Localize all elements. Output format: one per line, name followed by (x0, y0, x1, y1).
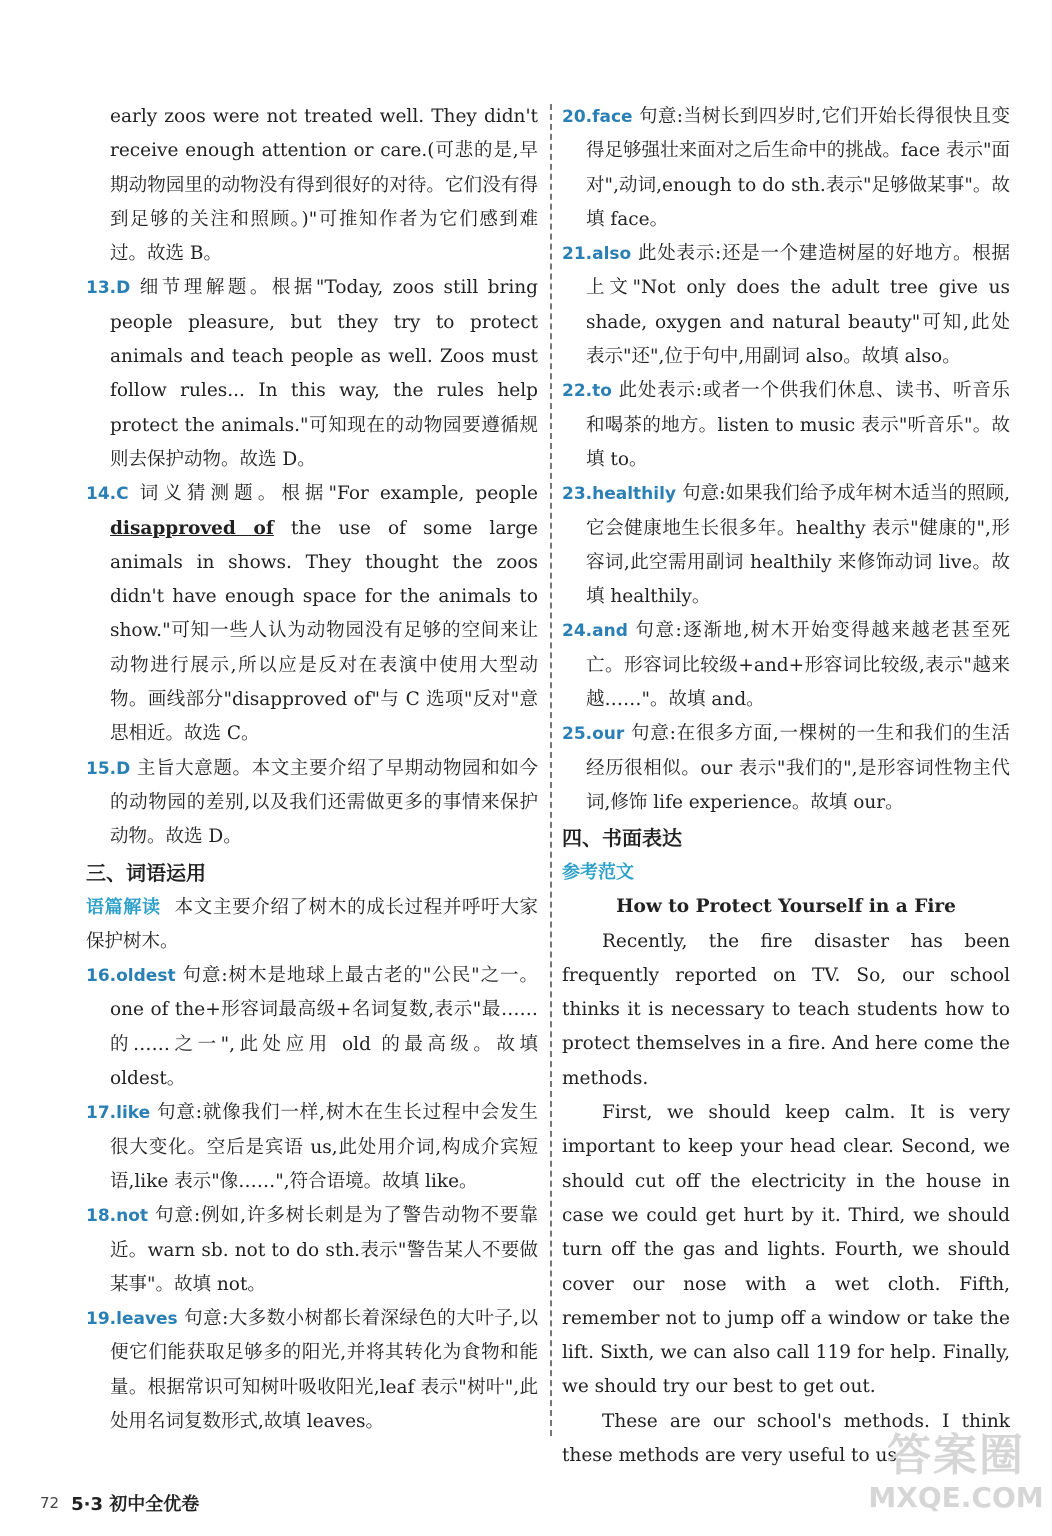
answer-23-number: 23.healthily (562, 484, 677, 505)
answer-21 (562, 237, 1010, 374)
series-title: 5·3 初中全优卷 (71, 1494, 200, 1515)
answer-22 (562, 374, 1010, 477)
answer-18-text: 句意:例如,许多树长刺是为了警告动物不要靠近。warn sb. not to do sth.表示"警告某人不要做某事"。故填 not。 (110, 1205, 538, 1295)
watermark-logo (868, 1418, 1044, 1526)
answer-15-text: 主旨大意题。本文主要介绍了早期动物园和如今的动物园的差别,以及我们还需做更多的事情来保护动物。故选 D。 (110, 757, 538, 848)
answer-20 (562, 100, 1010, 237)
passage-analysis (86, 891, 538, 960)
page-footer (40, 1486, 300, 1520)
answer-13-number: 13.D (86, 278, 131, 299)
section-4-title: 四、书面表达 (562, 826, 682, 851)
left-column (86, 100, 538, 1439)
answer-20-number: 20.face (562, 107, 633, 127)
answer-25-text: 句意:在很多方面,一棵树的一生和我们的生活经历很相似。our 表示"我们的",是形容词性物主代词,修饰 life experience。故填 our。 (586, 723, 1010, 813)
answer-21-number: 21.also (562, 244, 632, 265)
answer-14-text-post: the use of some large animals in shows. They thought the zoos didn't have enough space for the animals to show."可知一些人认为动物园没有足够的空间来让动物进行展示,所以应是反对在表演中使用大型动物。画线部分"disapproved of"与 C 选项"反对"意思相近。故选 C。 (110, 517, 538, 745)
answer-24-text: 句意:逐渐地,树木开始变得越来越老甚至死亡。形容词比较级+and+形容词比较级,表示"越来越……"。故填 and。 (586, 620, 1010, 711)
answer-17-text: 句意:就像我们一样,树木在生长过程中会发生很大变化。空后是宾语 us,此处用介词,构成介宾短语,like 表示"像……",符合语境。故填 like。 (110, 1102, 538, 1192)
answer-17 (86, 1096, 538, 1199)
answer-13 (86, 271, 538, 477)
answer-19-text: 句意:大多数小树都长着深绿色的大叶子,以便它们能获取足够多的阳光,并将其转化为食物和能量。根据常识可知树叶吸收阳光,leaf 表示"树叶",此处用名词复数形式,故填 leaves。 (110, 1308, 538, 1432)
page-number: 72 (40, 1494, 60, 1512)
answer-23-text: 句意:如果我们给予成年树木适当的照顾,它会健康地生长很多年。healthy 表示"健康的",形容词,此空需用副词 healthily 来修饰动词 live。故填 healthily。 (586, 483, 1010, 608)
essay-paragraph-3: These are our school's methods. I think these methods are very useful to us. (562, 1410, 1010, 1466)
answer-14 (86, 477, 538, 751)
answer-15 (86, 752, 538, 855)
answer-15-number: 15.D (86, 758, 131, 779)
answer-22-number: 22.to (562, 381, 612, 402)
answer-22-text: 此处表示:或者一个供我们休息、读书、听音乐和喝茶的地方。listen to music 表示"听音乐"。故填 to。 (586, 380, 1010, 470)
answer-19-number: 19.leaves (86, 1309, 178, 1330)
sample-essay-label: 参考范文 (562, 862, 634, 884)
answer-13-text: 细节理解题。根据"Today, zoos still bring people pleasure, but they try to protect animals and teach people as well. Zoos must follow rules... In this way, the rules help protect the animals."可知现在的动物园要遵循规则去保护动物。故选 D。 (110, 277, 538, 470)
answer-25-number: 25.our (562, 724, 625, 745)
passage-analysis-label: 语篇解读 (86, 896, 161, 918)
column-divider (550, 104, 552, 1436)
answer-16 (86, 959, 538, 1096)
answer-16-text: 句意:树木是地球上最古老的"公民"之一。one of the+形容词最高级+名词复数,表示"最……的……之一",此处应用 old 的最高级。故填 oldest。 (110, 965, 538, 1090)
essay-paragraph-1: Recently, the fire disaster has been frequently reported on TV. So, our school thinks it is necessary to teach students how to protect themselves in a fire. And here come the methods. (562, 930, 1010, 1089)
answer-19 (86, 1302, 538, 1439)
watermark-domain: MXQE.COM (868, 1481, 1044, 1514)
watermark-chinese: 答案圈 (887, 1430, 1025, 1481)
answer-24-number: 24.and (562, 621, 628, 642)
answer-24 (562, 614, 1010, 717)
answer-17-number: 17.like (86, 1103, 151, 1124)
answer-18 (86, 1199, 538, 1302)
section-3-title: 三、词语运用 (86, 860, 206, 885)
answer-18-number: 18.not (86, 1206, 149, 1227)
answer-14-text-pre: 词义猜测题。根据"For example, people (134, 483, 538, 505)
passage-analysis-text: 本文主要介绍了树木的成长过程并呼吁大家保护树木。 (86, 896, 538, 952)
answer-25 (562, 717, 1010, 820)
essay-paragraph-2: First, we should keep calm. It is very important to keep your head clear. Second, we should cut off the electricity in the house in case we could get hurt by it. Third, we should turn off the gas and lights. Fourth, we should cover our nose with a wet cloth. Fifth, remember not to jump off a window or take the lift. Sixth, we can also call 119 for help. Finally, we should try our best to get out. (562, 1102, 1010, 1398)
answer-23 (562, 477, 1010, 614)
underlined-phrase: disapproved of (110, 517, 274, 539)
answer-16-number: 16.oldest (86, 966, 176, 987)
essay-title: How to Protect Yourself in a Fire (616, 896, 956, 918)
q12-continuation: early zoos were not treated well. They didn't receive enough attention or care.(可悲的是,早期动物园里的动物没有得到很好的对待。它们没有得到足够的关注和照顾。)"可推知作者为它们感到难过。故选 B。 (110, 106, 538, 265)
answer-20-text: 句意:当树长到四岁时,它们开始长得很快且变得足够强壮来面对之后生命中的挑战。face 表示"面对",动词,enough to do sth.表示"足够做某事"。故填 face。 (586, 106, 1010, 230)
answer-21-text: 此处表示:还是一个建造树屋的好地方。根据上文"Not only does the adult tree give us shade, oxygen and natural beauty"可知,此处表示"还",位于句中,用副词 also。故填 also。 (586, 243, 1010, 368)
answer-14-number: 14.C (86, 484, 129, 505)
right-column (562, 100, 1010, 1473)
